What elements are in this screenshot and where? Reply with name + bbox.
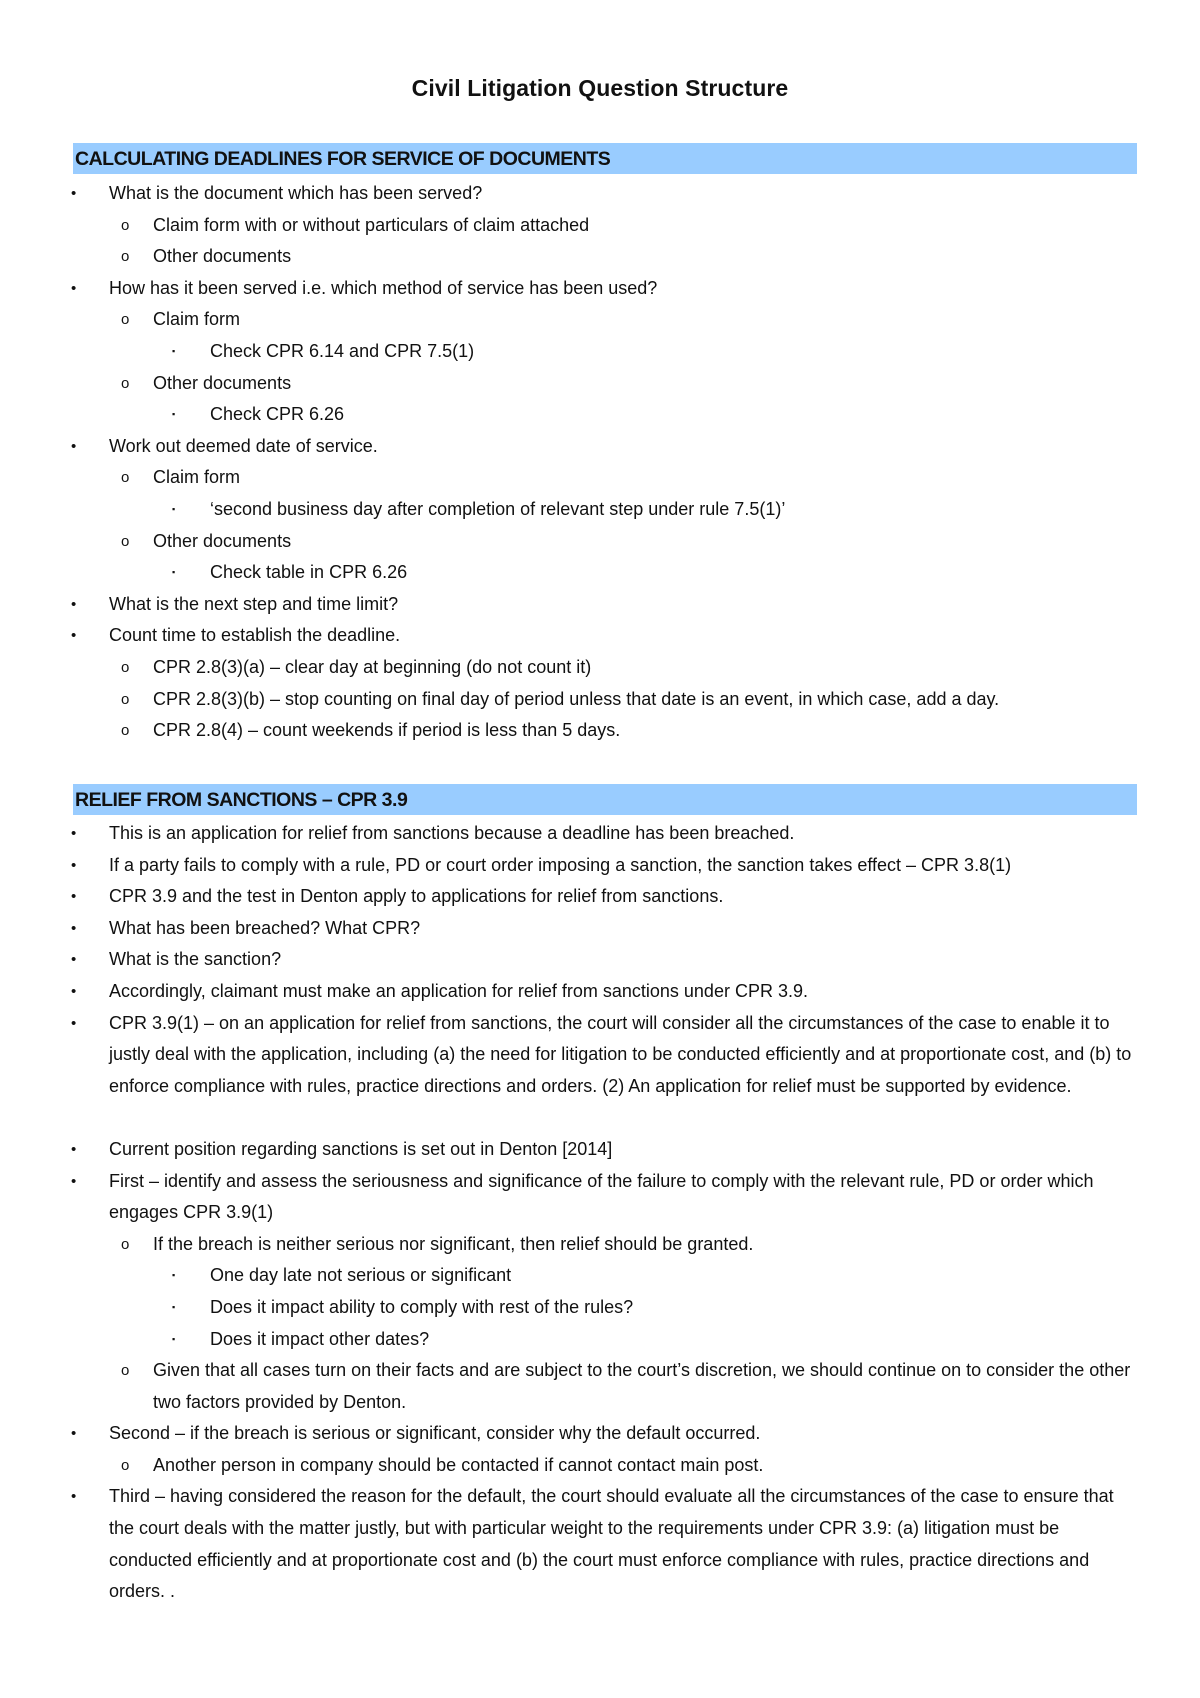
bullet-icon: •	[71, 1140, 77, 1158]
square-bullet-icon: ▪	[172, 503, 176, 514]
square-bullet-icon: ▪	[172, 567, 176, 578]
bullet-icon: •	[71, 919, 77, 937]
list-item: • What is the sanction?	[0, 944, 1200, 976]
list-item: o Claim form	[0, 304, 1200, 336]
bullet-icon: •	[71, 185, 77, 202]
list-item: ▪ Does it impact ability to comply with rest of the rules?	[0, 1292, 1200, 1324]
circle-bullet-icon: o	[121, 311, 130, 329]
list-item: o Other documents	[0, 368, 1200, 400]
document-title: Civil Litigation Question Structure	[411, 75, 789, 101]
list-item: o Other documents	[0, 241, 1200, 273]
list-item: ▪ Does it impact other dates?	[0, 1324, 1200, 1356]
list-item: • Third – having considered the reason for the default, the court should evaluate all the circumstances of the case to ensure that the court deals with the matter justly, but with particular weight to the requirements under CPR 3.9: (a) litigation must be conducted efficiently and at proportionate cost and (b) the court must enforce compliance with rules, practice directions and orders. .	[0, 1481, 1200, 1607]
circle-bullet-icon: o	[121, 469, 130, 487]
list-item: • CPR 3.9(1) – on an application for relief from sanctions, the court will consider all the circumstances of the case to enable it to justly deal with the application, including (a) the need for litigation to be conducted efficiently and at proportionate cost, and (b) to enforce compliance with rules, practice directions and orders. (2) An application for relief must be supported by evidence.	[0, 1008, 1200, 1134]
list-item: o Another person in company should be contacted if cannot contact main post.	[0, 1450, 1200, 1482]
list-item: o Other documents	[0, 526, 1200, 558]
list-item: • What has been breached? What CPR?	[0, 913, 1200, 945]
list-item: • Count time to establish the deadline.	[0, 620, 1200, 652]
bullet-icon: •	[71, 1014, 77, 1032]
list-item: • Work out deemed date of service.	[0, 431, 1200, 463]
list-item: o If the breach is neither serious nor significant, then relief should be granted.	[0, 1229, 1200, 1261]
square-bullet-icon: ▪	[172, 345, 176, 356]
circle-bullet-icon: o	[121, 1235, 130, 1253]
bullet-icon: •	[71, 279, 77, 297]
list-item: ▪ Check table in CPR 6.26	[0, 557, 1200, 589]
circle-bullet-icon: o	[121, 1362, 130, 1380]
circle-bullet-icon: o	[121, 722, 130, 740]
list-item: o CPR 2.8(3)(b) – stop counting on final day of period unless that date is an event, in which case, add a day.	[0, 684, 1200, 716]
bullet-icon: •	[71, 437, 77, 455]
list-item: • First – identify and assess the seriousness and significance of the failure to comply with the relevant rule, PD or order which engages CPR 3.9(1)	[0, 1166, 1200, 1229]
list-item: o Claim form with or without particulars of claim attached	[0, 210, 1200, 242]
bullet-icon: •	[71, 888, 77, 906]
list-item: o CPR 2.8(3)(a) – clear day at beginning (do not count it)	[0, 652, 1200, 684]
list-item: • CPR 3.9 and the test in Denton apply to applications for relief from sanctions.	[0, 881, 1200, 913]
list-item: • How has it been served i.e. which method of service has been used?	[0, 273, 1200, 305]
bullet-icon: •	[71, 825, 77, 842]
list-item: • This is an application for relief from sanctions because a deadline has been breached.	[0, 818, 1200, 850]
list-item: o Claim form	[0, 462, 1200, 494]
list-item: o Given that all cases turn on their facts and are subject to the court’s discretion, we should continue on to consider the other two factors provided by Denton.	[0, 1355, 1200, 1418]
circle-bullet-icon: o	[121, 248, 130, 266]
list-item: • What is the document which has been served?	[0, 178, 1200, 210]
bullet-icon: •	[71, 627, 77, 645]
list-item: • Current position regarding sanctions is set out in Denton [2014]	[0, 1134, 1200, 1166]
list-item: • Second – if the breach is serious or significant, consider why the default occurred.	[0, 1418, 1200, 1450]
section-heading-deadlines: CALCULATING DEADLINES FOR SERVICE OF DOCUMENTS	[73, 143, 1137, 174]
section-heading-relief-from-sanctions: RELIEF FROM SANCTIONS – CPR 3.9	[73, 784, 1137, 815]
circle-bullet-icon: o	[121, 690, 130, 708]
bullet-icon: •	[71, 982, 77, 1000]
square-bullet-icon: ▪	[172, 1270, 176, 1281]
bullet-icon: •	[71, 1425, 77, 1443]
square-bullet-icon: ▪	[172, 409, 176, 420]
circle-bullet-icon: o	[121, 216, 130, 234]
list-item: ▪ ‘second business day after completion of relevant step under rule 7.5(1)’	[0, 494, 1200, 526]
list-item: o CPR 2.8(4) – count weekends if period is less than 5 days.	[0, 715, 1200, 747]
circle-bullet-icon: o	[121, 658, 130, 676]
circle-bullet-icon: o	[121, 532, 130, 550]
circle-bullet-icon: o	[121, 1456, 130, 1474]
list-item: ▪ Check CPR 6.14 and CPR 7.5(1)	[0, 336, 1200, 368]
circle-bullet-icon: o	[121, 374, 130, 392]
bullet-icon: •	[71, 595, 77, 613]
bullet-icon: •	[71, 1172, 77, 1190]
list-item: • Accordingly, claimant must make an application for relief from sanctions under CPR 3.9.	[0, 976, 1200, 1008]
list-item: ▪ Check CPR 6.26	[0, 399, 1200, 431]
square-bullet-icon: ▪	[172, 1333, 176, 1344]
list-item: • What is the next step and time limit?	[0, 589, 1200, 621]
bullet-icon: •	[71, 951, 77, 969]
relief-list	[0, 818, 1200, 1608]
bullet-icon: •	[71, 1488, 77, 1506]
square-bullet-icon: ▪	[172, 1301, 176, 1312]
list-item: ▪ One day late not serious or significant	[0, 1260, 1200, 1292]
bullet-icon: •	[71, 856, 77, 874]
deadlines-list	[0, 178, 1200, 747]
list-item: • If a party fails to comply with a rule, PD or court order imposing a sanction, the sanction takes effect – CPR 3.8(1)	[0, 850, 1200, 882]
